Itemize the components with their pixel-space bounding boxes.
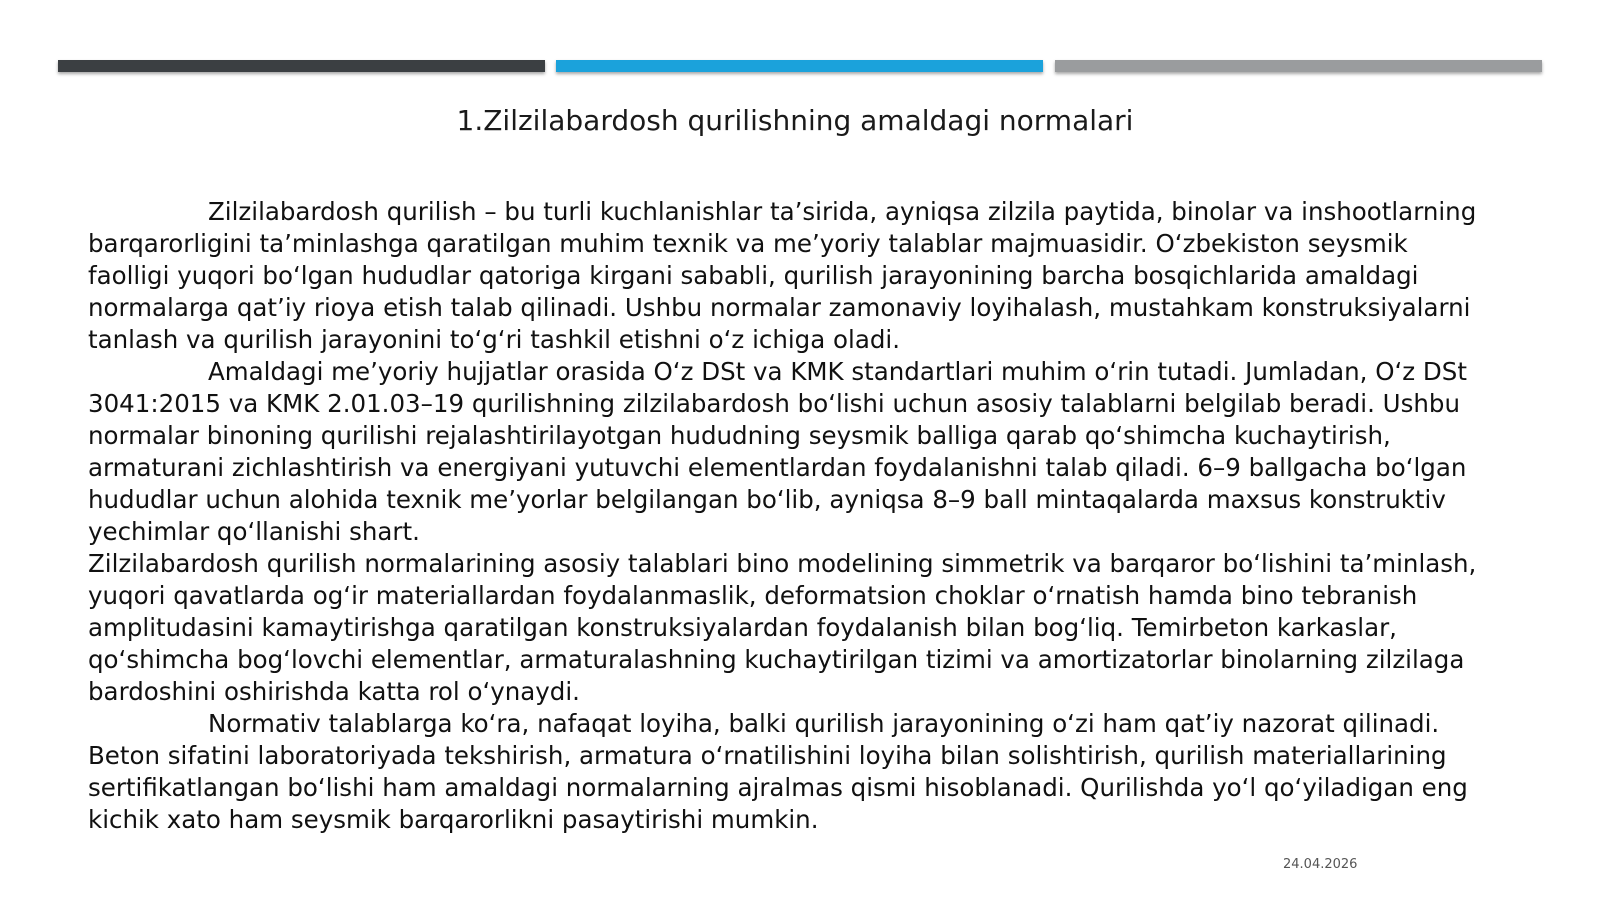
paragraph-requirements: Zilzilabardosh qurilish normalarining asosiy talablari bino modelining simmetrik va barqaror bo‘lishini ta’minlash, yuqori qavatlarda og‘ir materiallardan foydalanmaslik, deformatsion choklar o‘rnatish hamda bino tebranish amplitudasini kamaytirishga qaratilgan konstruksiyalardan foydalanish bilan bog‘liq. Temirbeton karkaslar, qo‘shimcha bog‘lovchi elementlar, armaturalashning kuchaytirilgan tizimi va amortizatorlar binolarning zilzilaga bardoshini oshirishda katta rol o‘ynaydi. — [88, 549, 1477, 706]
paragraph-intro: Zilzilabardosh qurilish – bu turli kuchlanishlar ta’sirida, ayniqsa zilzila paytida, binolar va inshootlarning barqarorligini ta’minlashga qaratilgan muhim texnik va me’yoriy talablar majmuasidir. O‘zbekiston seysmik faolligi yuqori bo‘lgan hududlar qatoriga kirgani sababli, qurilish jarayonining barcha bosqichlarida amaldagi normalarga qat’iy rioya etish talab qilinadi. Ushbu normalar zamonaviy loyihalash, mustahkam konstruksiyalarni tanlash va qurilish jarayonini to‘g‘ri tashkil etishni o‘z ichiga oladi. — [88, 197, 1477, 354]
paragraph-control: Normativ talablarga ko‘ra, nafaqat loyiha, balki qurilish jarayonining o‘zi ham qat’iy nazorat qilinadi. Beton sifatini laboratoriyada tekshirish, armatura o‘rnatilishini loyiha bilan solishtirish, qurilish materiallarining sertifikatlangan bo‘lishi ham amaldagi normalarning ajralmas qismi hisoblanadi. Qurilishda yo‘l qo‘yiladigan eng kichik xato ham seysmik barqarorlikni pasaytirishi mumkin. — [88, 709, 1468, 834]
slide-date: 24.04.2026 — [1283, 857, 1358, 872]
slide-body — [88, 196, 1480, 836]
header-bar-blue — [556, 60, 1043, 72]
header-bar-gray — [1055, 60, 1542, 72]
paragraph-standards: Amaldagi me’yoriy hujjatlar orasida O‘z DSt va KMK standartlari muhim o‘rin tutadi. Jumladan, O‘z DSt 3041:2015 va KMK 2.01.03–19 qurilishning zilzilabardosh bo‘lishi uchun asosiy talablarni belgilab beradi. Ushbu normalar binoning qurilishi rejalashtirilayotgan hududning seysmik balliga qarab qo‘shimcha kuchaytirish, armaturani zichlashtirish va energiyani yutuvchi elementlardan foydalanishni talab qiladi. 6–9 ballgacha bo‘lgan hududlar uchun alohida texnik me’yorlar belgilangan bo‘lib, ayniqsa 8–9 ball mintaqalarda maxsus konstruktiv yechimlar qo‘llanishi shart. — [88, 357, 1467, 546]
header-bar-dark — [58, 60, 545, 72]
slide-title: 1.Zilzilabardosh qurilishning amaldagi normalari — [456, 104, 1134, 137]
